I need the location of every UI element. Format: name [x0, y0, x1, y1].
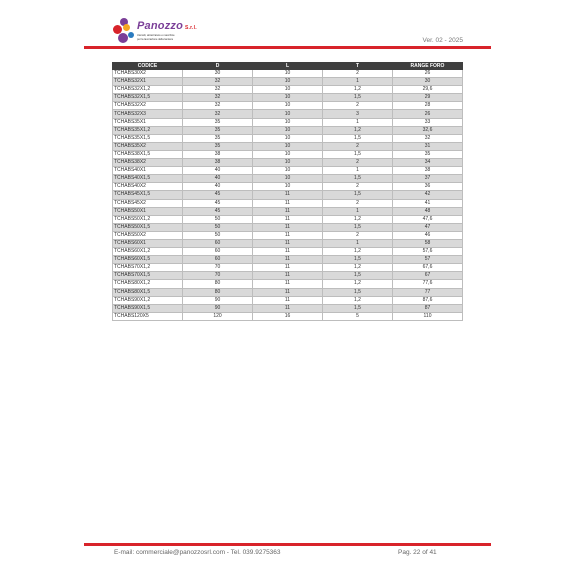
cell-range-foro: 33 [393, 118, 463, 126]
cell-t: 1,2 [323, 248, 393, 256]
cell-d: 30 [183, 70, 253, 78]
cell-range-foro: 77,6 [393, 280, 463, 288]
table-row [113, 256, 463, 264]
header-divider [84, 46, 491, 49]
column-header-t: T [323, 63, 393, 70]
cell-l: 10 [253, 159, 323, 167]
cell-t: 1,2 [323, 296, 393, 304]
table-row [113, 312, 463, 320]
cell-t: 2 [323, 183, 393, 191]
cell-d: 40 [183, 175, 253, 183]
cell-l: 10 [253, 86, 323, 94]
table-row [113, 134, 463, 142]
cell-l: 10 [253, 167, 323, 175]
cell-range-foro: 29,6 [393, 86, 463, 94]
cell-t: 2 [323, 231, 393, 239]
logo-dot [123, 24, 130, 31]
cell-codice: TCHABS32X1,2 [113, 86, 183, 94]
table-row [113, 110, 463, 118]
cell-codice: TCHABS40X1 [113, 167, 183, 175]
company-logo [113, 18, 197, 44]
cell-l: 11 [253, 304, 323, 312]
brand-tagline-2: per la lavorazione della lamiera [137, 37, 173, 41]
cell-range-foro: 110 [393, 312, 463, 320]
cell-codice: TCHABS70X1,5 [113, 272, 183, 280]
cell-l: 10 [253, 142, 323, 150]
brand-name-text: Panozzo [137, 20, 184, 32]
table-row [113, 223, 463, 231]
cell-range-foro: 34 [393, 159, 463, 167]
table-header-row [113, 63, 463, 70]
cell-l: 10 [253, 110, 323, 118]
cell-range-foro: 47 [393, 223, 463, 231]
cell-range-foro: 42 [393, 191, 463, 199]
cell-t: 1,2 [323, 264, 393, 272]
table-row [113, 94, 463, 102]
cell-codice: TCHABS80X1,2 [113, 280, 183, 288]
cell-t: 1 [323, 167, 393, 175]
cell-codice: TCHABS120X5 [113, 312, 183, 320]
cell-d: 32 [183, 110, 253, 118]
cell-range-foro: 48 [393, 207, 463, 215]
cell-l: 10 [253, 102, 323, 110]
cell-codice: TCHABS35X1,5 [113, 134, 183, 142]
brand-tagline-1: Utensili, attrezzature e macchine [137, 34, 175, 37]
cell-range-foro: 28 [393, 102, 463, 110]
cell-codice: TCHABS38X2 [113, 159, 183, 167]
cell-l: 11 [253, 207, 323, 215]
table-row [113, 159, 463, 167]
cell-d: 50 [183, 215, 253, 223]
cell-l: 11 [253, 296, 323, 304]
cell-t: 1,5 [323, 150, 393, 158]
cell-l: 11 [253, 191, 323, 199]
table-row [113, 118, 463, 126]
cell-d: 50 [183, 223, 253, 231]
brand-name [137, 20, 197, 32]
page-number: Pag. 22 of 41 [398, 549, 437, 556]
cell-l: 10 [253, 94, 323, 102]
cell-t: 2 [323, 199, 393, 207]
cell-t: 1,2 [323, 215, 393, 223]
cell-t: 1,5 [323, 94, 393, 102]
table-body [113, 70, 463, 321]
cell-range-foro: 35 [393, 150, 463, 158]
cell-range-foro: 57,6 [393, 248, 463, 256]
cell-t: 1,5 [323, 272, 393, 280]
table-row [113, 215, 463, 223]
cell-range-foro: 31 [393, 142, 463, 150]
cell-l: 11 [253, 231, 323, 239]
cell-t: 2 [323, 102, 393, 110]
cell-l: 10 [253, 175, 323, 183]
cell-d: 35 [183, 142, 253, 150]
cell-l: 11 [253, 280, 323, 288]
cell-range-foro: 41 [393, 199, 463, 207]
cell-d: 80 [183, 280, 253, 288]
product-table [112, 62, 463, 321]
cell-codice: TCHABS40X1,5 [113, 175, 183, 183]
cell-l: 10 [253, 70, 323, 78]
brand-suffix: S.r.l. [185, 25, 197, 31]
cell-d: 40 [183, 183, 253, 191]
cell-t: 1,5 [323, 288, 393, 296]
cell-d: 120 [183, 312, 253, 320]
table-row [113, 70, 463, 78]
cell-codice: TCHABS32X1 [113, 78, 183, 86]
cell-range-foro: 26 [393, 70, 463, 78]
cell-codice: TCHABS35X1,2 [113, 126, 183, 134]
cell-range-foro: 57 [393, 256, 463, 264]
cell-codice: TCHABS35X2 [113, 142, 183, 150]
cell-range-foro: 38 [393, 167, 463, 175]
cell-d: 60 [183, 239, 253, 247]
cell-codice: TCHABS40X2 [113, 183, 183, 191]
cell-t: 1,5 [323, 191, 393, 199]
cell-t: 1,5 [323, 256, 393, 264]
cell-codice: TCHABS30X2 [113, 70, 183, 78]
cell-range-foro: 87 [393, 304, 463, 312]
table-row [113, 150, 463, 158]
table-row [113, 167, 463, 175]
cell-l: 11 [253, 239, 323, 247]
cell-range-foro: 32,6 [393, 126, 463, 134]
cell-t: 1,2 [323, 280, 393, 288]
cell-d: 45 [183, 199, 253, 207]
cell-d: 35 [183, 134, 253, 142]
cell-range-foro: 37 [393, 175, 463, 183]
cell-l: 10 [253, 126, 323, 134]
cell-t: 1 [323, 78, 393, 86]
logo-dot [118, 33, 128, 43]
cell-d: 45 [183, 207, 253, 215]
table-row [113, 272, 463, 280]
cell-range-foro: 46 [393, 231, 463, 239]
cell-l: 11 [253, 272, 323, 280]
table-row [113, 239, 463, 247]
cell-codice: TCHABS32X1,5 [113, 94, 183, 102]
cell-l: 10 [253, 183, 323, 191]
cell-codice: TCHABS60X1,5 [113, 256, 183, 264]
cell-t: 1 [323, 118, 393, 126]
footer-contact: E-mail: commerciale@panozzosrl.com - Tel. 039.9275363 [114, 549, 281, 556]
table-row [113, 207, 463, 215]
cell-d: 45 [183, 191, 253, 199]
cell-d: 40 [183, 167, 253, 175]
table-row [113, 102, 463, 110]
cell-l: 11 [253, 288, 323, 296]
cell-t: 2 [323, 70, 393, 78]
cell-range-foro: 36 [393, 183, 463, 191]
column-header-l: L [253, 63, 323, 70]
table-row [113, 288, 463, 296]
table-row [113, 86, 463, 94]
cell-t: 1,5 [323, 304, 393, 312]
cell-t: 3 [323, 110, 393, 118]
cell-d: 35 [183, 118, 253, 126]
cell-l: 11 [253, 256, 323, 264]
cell-t: 2 [323, 142, 393, 150]
cell-d: 38 [183, 150, 253, 158]
cell-t: 1,5 [323, 175, 393, 183]
table-row [113, 199, 463, 207]
cell-t: 1,2 [323, 86, 393, 94]
table-row [113, 248, 463, 256]
cell-codice: TCHABS50X1 [113, 207, 183, 215]
cell-codice: TCHABS90X1,2 [113, 296, 183, 304]
cell-codice: TCHABS38X1,5 [113, 150, 183, 158]
cell-codice: TCHABS90X1,5 [113, 304, 183, 312]
cell-d: 50 [183, 231, 253, 239]
logo-dots-icon [113, 18, 135, 44]
table-row [113, 126, 463, 134]
cell-codice: TCHABS50X1,5 [113, 223, 183, 231]
cell-codice: TCHABS50X1,2 [113, 215, 183, 223]
cell-t: 1,5 [323, 223, 393, 231]
cell-codice: TCHABS32X2 [113, 102, 183, 110]
cell-codice: TCHABS70X1,2 [113, 264, 183, 272]
cell-codice: TCHABS32X3 [113, 110, 183, 118]
table-row [113, 142, 463, 150]
cell-range-foro: 67 [393, 272, 463, 280]
table-row [113, 280, 463, 288]
cell-range-foro: 58 [393, 239, 463, 247]
table-row [113, 191, 463, 199]
cell-codice: TCHABS45X2 [113, 199, 183, 207]
cell-codice: TCHABS80X1,5 [113, 288, 183, 296]
cell-codice: TCHABS60X1 [113, 239, 183, 247]
cell-range-foro: 32 [393, 134, 463, 142]
cell-d: 60 [183, 248, 253, 256]
cell-range-foro: 30 [393, 78, 463, 86]
cell-codice: TCHABS60X1,2 [113, 248, 183, 256]
cell-t: 1,2 [323, 126, 393, 134]
cell-l: 11 [253, 248, 323, 256]
cell-d: 32 [183, 102, 253, 110]
cell-d: 32 [183, 86, 253, 94]
cell-l: 11 [253, 264, 323, 272]
footer-divider [84, 543, 491, 546]
cell-codice: TCHABS50X2 [113, 231, 183, 239]
logo-dot [128, 32, 134, 38]
cell-t: 1 [323, 207, 393, 215]
cell-l: 11 [253, 223, 323, 231]
cell-l: 10 [253, 118, 323, 126]
cell-d: 32 [183, 94, 253, 102]
cell-l: 10 [253, 134, 323, 142]
cell-range-foro: 87,6 [393, 296, 463, 304]
cell-d: 38 [183, 159, 253, 167]
table-row [113, 183, 463, 191]
table-row [113, 264, 463, 272]
cell-d: 70 [183, 264, 253, 272]
cell-d: 32 [183, 78, 253, 86]
cell-t: 2 [323, 159, 393, 167]
table-row [113, 304, 463, 312]
cell-d: 90 [183, 304, 253, 312]
cell-codice: TCHABS45X1,5 [113, 191, 183, 199]
cell-range-foro: 67,6 [393, 264, 463, 272]
cell-l: 11 [253, 199, 323, 207]
cell-d: 70 [183, 272, 253, 280]
cell-range-foro: 26 [393, 110, 463, 118]
column-header-d: D [183, 63, 253, 70]
document-version: Ver. 02 - 2025 [422, 37, 463, 44]
cell-t: 5 [323, 312, 393, 320]
cell-codice: TCHABS35X1 [113, 118, 183, 126]
cell-l: 16 [253, 312, 323, 320]
cell-t: 1,5 [323, 134, 393, 142]
column-header-codice: CODICE [113, 63, 183, 70]
table-row [113, 296, 463, 304]
cell-d: 90 [183, 296, 253, 304]
cell-t: 1 [323, 239, 393, 247]
cell-d: 60 [183, 256, 253, 264]
cell-range-foro: 29 [393, 94, 463, 102]
cell-range-foro: 77 [393, 288, 463, 296]
cell-d: 80 [183, 288, 253, 296]
table-row [113, 78, 463, 86]
column-header-range-foro: RANGE FORO [393, 63, 463, 70]
table-row [113, 231, 463, 239]
cell-l: 11 [253, 215, 323, 223]
cell-d: 35 [183, 126, 253, 134]
table-row [113, 175, 463, 183]
cell-l: 10 [253, 150, 323, 158]
cell-l: 10 [253, 78, 323, 86]
cell-range-foro: 47,6 [393, 215, 463, 223]
